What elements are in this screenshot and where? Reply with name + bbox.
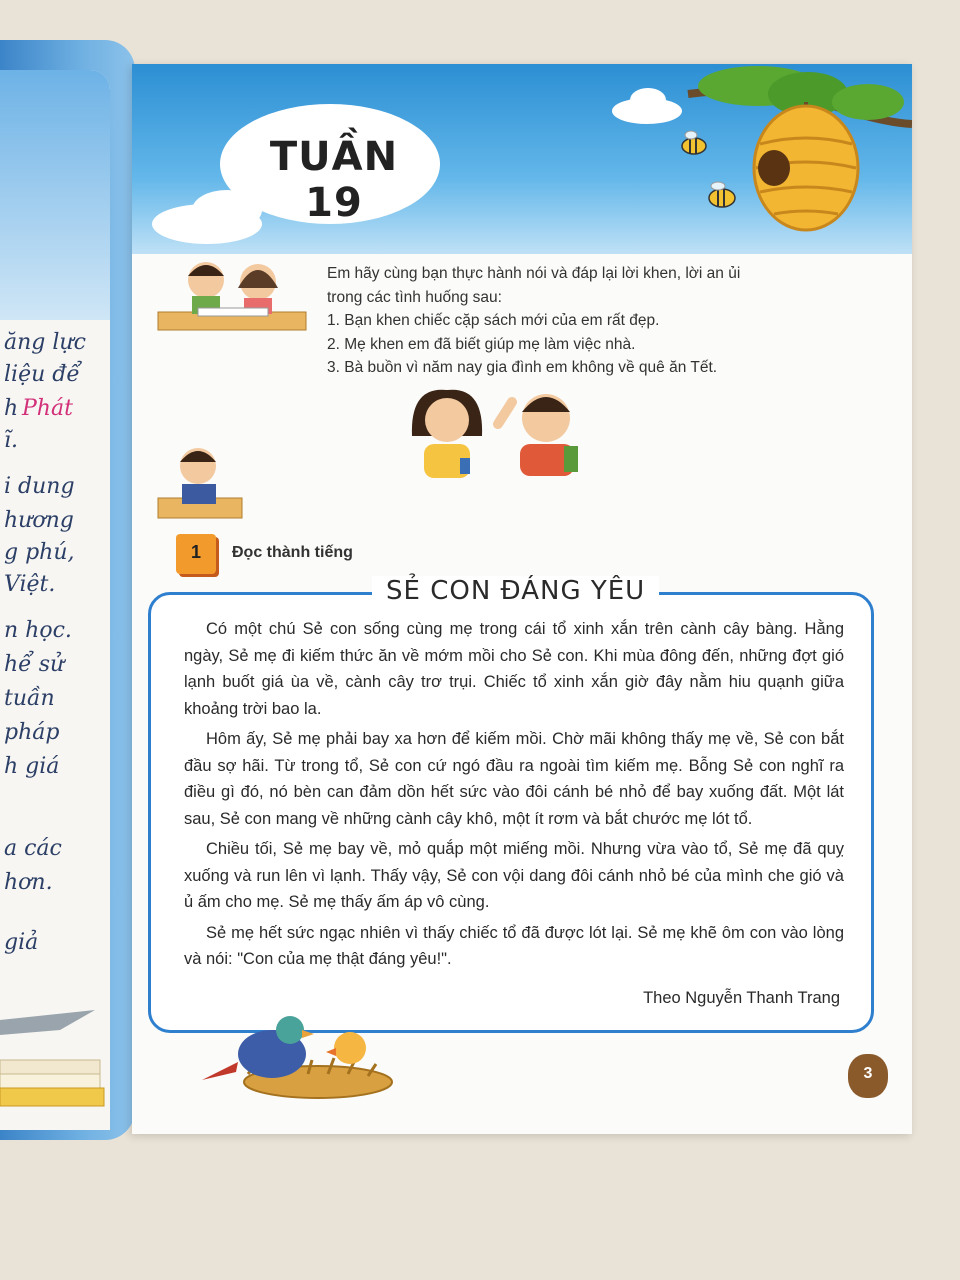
left-fragment: n học. [4, 618, 72, 643]
left-fragment: giả [4, 930, 39, 955]
page-number: 3 [863, 1065, 873, 1082]
story-text [184, 616, 844, 977]
story-title: SẺ CON ĐÁNG YÊU [372, 576, 659, 606]
section-number: 1 [190, 542, 201, 562]
left-fragment: h [4, 396, 19, 421]
left-fragment: Phát [22, 396, 73, 421]
bee-icon [702, 176, 746, 220]
instruction-item: 3. Bà buồn vì năm nay gia đình em không về quê ăn Tết. [327, 359, 718, 376]
left-fragment: g phú, [4, 540, 75, 565]
girl-illustration [402, 386, 492, 478]
story-author: Theo Nguyễn Thanh Trang [643, 989, 840, 1007]
books-illustration [0, 990, 105, 1130]
instruction-item: 2. Mẹ khen em đã biết giúp mẹ làm việc nhà. [327, 335, 636, 353]
instruction-item: 1. Bạn khen chiếc cặp sách mới của em rất đẹp. [327, 312, 660, 329]
instruction-line: trong các tình huống sau: [327, 288, 502, 306]
boy-illustration [494, 384, 588, 478]
left-fragment: pháp [4, 720, 60, 745]
left-fragment: ăng lực [4, 330, 86, 355]
left-fragment: hương [4, 508, 74, 533]
left-fragment: Việt. [4, 572, 56, 597]
cloud [630, 88, 666, 112]
boy-reading-illustration [158, 440, 242, 524]
left-fragment: ĩ. [4, 428, 19, 453]
instruction-line: Em hãy cùng bạn thực hành nói và đáp lại lời khen, lời an ủi [327, 265, 741, 282]
birds-nest-illustration [198, 1012, 398, 1102]
left-fragment: hể sử [4, 652, 65, 677]
kids-studying-illustration [158, 260, 308, 336]
section-label: Đọc thành tiếng [232, 544, 353, 561]
story-paragraph: Có một chú Sẻ con sống cùng mẹ trong cái tổ xinh xắn trên cành cây bàng. Hằng ngày, Sẻ mẹ đi kiếm thức ăn về mớm mồi cho Sẻ con. Khi mùa đông đến, những đợt gió lạnh buốt giá ùa về, cành cây trơ trụi. Chiếc tổ xinh xắn giờ đây nằm hiu quạnh giữa khoảng trời bao la. [184, 620, 844, 718]
story-paragraph: Sẻ mẹ hết sức ngạc nhiên vì thấy chiếc tổ đã được lót lại. Sẻ mẹ khẽ ôm con vào lòng và nói: "Con của mẹ thật đáng yêu!". [184, 923, 844, 968]
left-page-sky [0, 70, 110, 320]
left-fragment: i dung [4, 474, 75, 499]
bee-icon [676, 126, 716, 166]
story-paragraph: Hôm ấy, Sẻ mẹ phải bay xa hơn để kiếm mồi. Chờ mãi không thấy mẹ về, Sẻ con bắt đầu sợ hãi. Từ trong tổ, Sẻ con cứ ngó đầu ra ngoài tìm kiếm mẹ. Bỗng Sẻ con nghĩ ra điều gì đó, nó bèn can đảm dồn hết sức vào đôi cánh bé nhỏ để bay xuống đất. Một lát sau, Sẻ con mang về những cành cây khô, một ít rơm và bắt chước mẹ lót tổ. [184, 730, 844, 828]
workbook-page [132, 64, 912, 1134]
left-fragment: hơn. [4, 870, 53, 895]
left-fragment: a các [4, 836, 62, 861]
left-fragment: liệu để [4, 362, 80, 387]
left-fragment: h giá [4, 754, 60, 779]
page-title: TUẦN 19 [269, 134, 399, 226]
exercise-instructions [327, 262, 827, 380]
left-fragment: tuần [4, 686, 55, 711]
story-paragraph: Chiều tối, Sẻ mẹ bay về, mỏ quắp một miếng mồi. Nhưng vừa vào tổ, Sẻ mẹ đã quỵ xuống và run lên vì lạnh. Thấy vậy, Sẻ con vội dang đôi cánh nhỏ bé của mình che gió và ủ ấm cho mẹ. Sẻ mẹ thấy ấm áp vô cùng. [184, 840, 844, 911]
